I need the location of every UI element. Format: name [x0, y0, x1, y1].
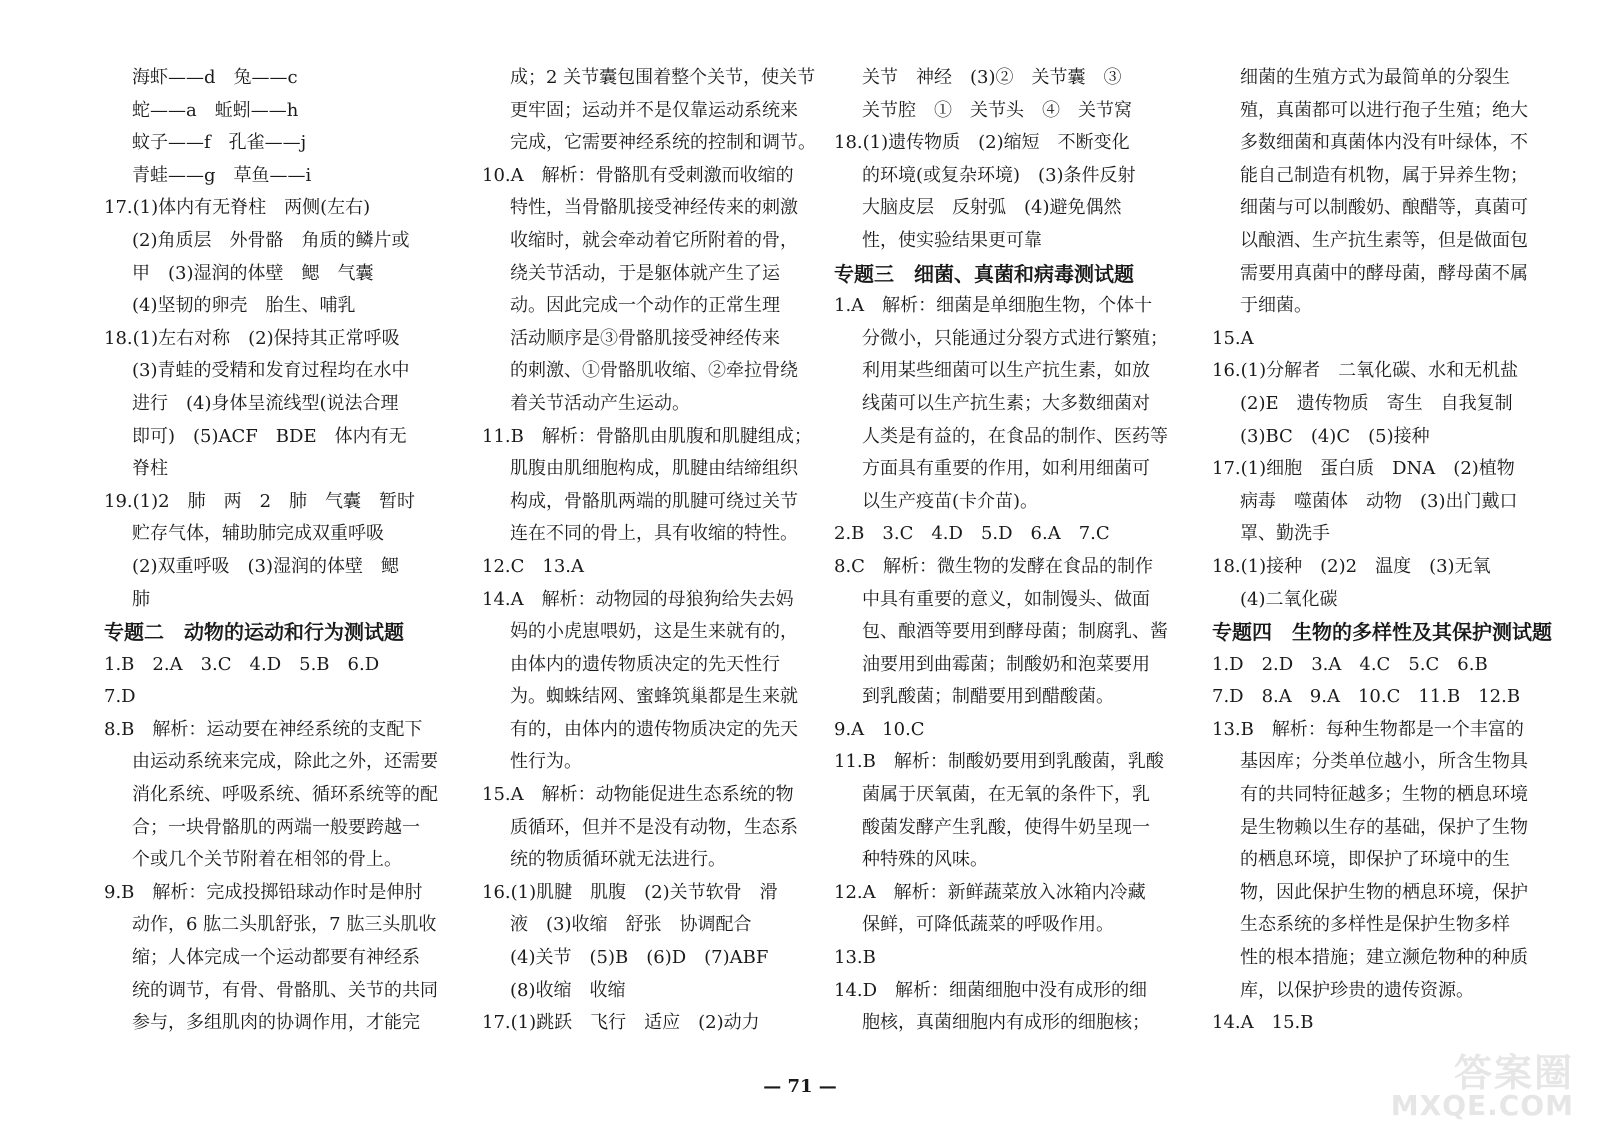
answer-line: 肌腹由肌细胞构成，肌腱由结缔组织: [510, 458, 798, 480]
answer-line: 13.B: [834, 947, 876, 969]
answer-line: 以生产疫苗(卡介苗)。: [862, 490, 1039, 512]
answer-line: 包、酿酒等要用到酵母菌；制腐乳、酱: [862, 621, 1168, 643]
column-3: [834, 62, 1190, 1040]
answer-line: 活动顺序是③骨骼肌接受神经传来: [510, 327, 780, 349]
answer-line: 合；一块骨骼肌的两端一般要跨越一: [132, 816, 420, 838]
answer-line: 人类是有益的，在食品的制作、医药等: [862, 425, 1168, 447]
answer-line: 个或几个关节附着在相邻的骨上。: [132, 849, 402, 871]
section-heading: 专题二 动物的运动和行为测试题: [104, 620, 404, 645]
answer-line: 即可) (5)ACF BDE 体内有无: [132, 425, 407, 447]
answer-line: 为。蜘蛛结网、蜜蜂筑巢都是生来就: [510, 686, 798, 708]
answer-line: 的栖息环境，即保护了环境中的生: [1240, 849, 1510, 871]
answer-line: 生态系统的多样性是保护生物多样: [1240, 914, 1510, 936]
answer-line: 胞核，真菌细胞内有成形的细胞核；: [862, 1012, 1150, 1034]
answer-line: 11.B 解析：骨骼肌由肌腹和肌腱组成；: [482, 425, 812, 447]
answer-line: 15.A: [1212, 327, 1254, 349]
answer-line: 16.(1)肌腱 肌腹 (2)关节软骨 滑: [482, 881, 778, 903]
answer-line: 酸菌发酵产生乳酸，使得牛奶呈现一: [862, 816, 1150, 838]
answer-line: 1.A 解析：细菌是单细胞生物，个体十: [834, 295, 1153, 317]
answer-line: 完成，它需要神经系统的控制和调节。: [510, 132, 816, 154]
answer-line: 9.B 解析：完成投掷铅球动作时是伸肘: [104, 881, 423, 903]
answer-line: 多数细菌和真菌体内没有叶绿体，不: [1240, 132, 1528, 154]
answer-line: 的刺激、①骨骼肌收缩、②牵拉骨绕: [510, 360, 798, 382]
answer-line: 海虾——d 兔——c: [132, 67, 298, 88]
answer-line: 统的物质循环就无法进行。: [510, 849, 726, 871]
answer-line: 性行为。: [510, 751, 582, 773]
watermark-logo: [1340, 1040, 1580, 1126]
answer-line: 14.A 15.B: [1212, 1012, 1314, 1034]
answer-line: 13.B 解析：每种生物都是一个丰富的: [1212, 718, 1524, 740]
answer-line: 1.B 2.A 3.C 4.D 5.B 6.D: [104, 653, 380, 675]
answer-line: 大脑皮层 反射弧 (4)避免偶然: [862, 197, 1122, 219]
answer-line: 17.(1)跳跃 飞行 适应 (2)动力: [482, 1012, 760, 1034]
answer-line: 19.(1)2 肺 两 2 肺 气囊 暂时: [104, 490, 416, 512]
answer-line: 细菌与可以制酸奶、酿醋等，真菌可: [1240, 197, 1528, 219]
answer-line: 关节腔 ① 关节头 ④ 关节窝: [862, 99, 1132, 121]
answer-line: 细菌的生殖方式为最简单的分裂生: [1240, 67, 1510, 88]
answer-line: 蚊子——f 孔雀——j: [132, 132, 307, 154]
answer-line: (4)坚韧的卵壳 胎生、哺乳: [132, 295, 356, 317]
answer-line: (2)角质层 外骨骼 角质的鳞片或: [132, 229, 410, 251]
answer-line: 种特殊的风味。: [862, 849, 988, 871]
column-1: [104, 62, 460, 1040]
answer-line: 中具有重要的意义，如制馒头、做面: [862, 588, 1150, 610]
answer-line: 分微小，只能通过分裂方式进行繁殖；: [862, 327, 1168, 349]
answer-line: 甲 (3)湿润的体壁 鳃 气囊: [132, 262, 374, 284]
answer-line: 14.A 解析：动物园的母狼狗给失去妈: [482, 588, 794, 610]
answer-line: 特性，当骨骼肌接受神经传来的刺激: [510, 197, 798, 219]
answer-line: 肺: [132, 588, 150, 610]
answer-line: 2.B 3.C 4.D 5.D 6.A 7.C: [834, 523, 1110, 545]
answer-line: 1.D 2.D 3.A 4.C 5.C 6.B: [1212, 653, 1488, 675]
answer-line: 妈的小虎崽喂奶，这是生来就有的，: [510, 621, 798, 643]
column-4: [1212, 62, 1568, 1040]
answer-line: 以酿酒、生产抗生素等，但是做面包: [1240, 229, 1528, 251]
answer-line: 8.B 解析：运动要在神经系统的支配下: [104, 718, 423, 740]
answer-line: 保鲜，可降低蔬菜的呼吸作用。: [862, 914, 1114, 936]
answer-line: 连在不同的骨上，具有收缩的特性。: [510, 523, 798, 545]
answer-line: 库，以保护珍贵的遗传资源。: [1240, 979, 1474, 1001]
answer-line: 18.(1)左右对称 (2)保持其正常呼吸: [104, 327, 400, 349]
answer-line: (3)BC (4)C (5)接种: [1240, 425, 1430, 447]
answer-line: 15.A 解析：动物能促进生态系统的物: [482, 784, 794, 806]
answer-line: 菌属于厌氧菌，在无氧的条件下，乳: [862, 784, 1150, 806]
answer-line: 7.D 8.A 9.A 10.C 11.B 12.B: [1212, 686, 1521, 708]
answer-line: 更牢固；运动并不是仅靠运动系统来: [510, 99, 798, 121]
answer-line: 质循环，但并不是没有动物，生态系: [510, 816, 798, 838]
answer-line: (2)双重呼吸 (3)湿润的体壁 鳃: [132, 555, 399, 577]
watermark-bottom-text: MXQE.COM: [1390, 1089, 1574, 1122]
answer-line: 着关节活动产生运动。: [510, 392, 690, 414]
answer-line: 油要用到曲霉菌；制酸奶和泡菜要用: [862, 653, 1150, 675]
answer-line: 病毒 噬菌体 动物 (3)出门戴口: [1240, 490, 1518, 512]
answer-line: 动作，6 肱二头肌舒张，7 肱三头肌收: [132, 914, 437, 936]
answer-line: 贮存气体，辅助肺完成双重呼吸: [132, 523, 384, 545]
answer-line: 的环境(或复杂环境) (3)条件反射: [862, 164, 1136, 186]
answer-line: (2)E 遗传物质 寄生 自我复制: [1240, 392, 1513, 414]
answer-line: (3)青蛙的受精和发育过程均在水中: [132, 360, 410, 382]
answer-line: 物，因此保护生物的栖息环境，保护: [1240, 881, 1528, 903]
section-heading: 专题三 细菌、真菌和病毒测试题: [834, 261, 1134, 286]
watermark-top-text: 答案圈: [1453, 1051, 1574, 1095]
answer-line: 罩、勤洗手: [1240, 523, 1330, 545]
answer-line: 统的调节，有骨、骨骼肌、关节的共同: [132, 979, 438, 1001]
answer-line: 缩；人体完成一个运动都要有神经系: [132, 947, 420, 969]
answer-line: 性，使实验结果更可靠: [862, 229, 1042, 251]
answer-line: 利用某些细菌可以生产抗生素，如放: [862, 360, 1150, 382]
answer-line: 液 (3)收缩 舒张 协调配合: [510, 914, 752, 936]
answer-line: 于细菌。: [1240, 295, 1312, 317]
answer-line: 蛇——a 蚯蚓——h: [132, 99, 299, 121]
page-number: — 71 —: [763, 1076, 837, 1097]
answer-line: 需要用真菌中的酵母菌，酵母菌不属: [1240, 262, 1528, 284]
answer-line: 12.C 13.A: [482, 555, 585, 577]
section-heading: 专题四 生物的多样性及其保护测试题: [1212, 620, 1552, 645]
answer-line: 关节 神经 (3)② 关节囊 ③: [862, 67, 1122, 88]
answer-line: 由体内的遗传物质决定的先天性行: [510, 653, 780, 675]
answer-line: 10.A 解析：骨骼肌有受刺激而收缩的: [482, 164, 794, 186]
column-2: [482, 62, 838, 1040]
answer-line: 性的根本措施；建立濒危物种的种质: [1240, 947, 1528, 969]
answer-line: 脊柱: [132, 458, 168, 480]
answer-line: 11.B 解析：制酸奶要用到乳酸菌，乳酸: [834, 751, 1164, 773]
answer-line: 7.D: [104, 686, 136, 708]
answer-line: 参与，多组肌肉的协调作用，才能完: [132, 1012, 420, 1034]
answer-line: 18.(1)遗传物质 (2)缩短 不断变化: [834, 132, 1130, 154]
answer-line: 线菌可以生产抗生素；大多数细菌对: [862, 392, 1150, 414]
answer-line: 到乳酸菌；制醋要用到醋酸菌。: [862, 686, 1114, 708]
answer-line: 能自己制造有机物，属于异养生物；: [1240, 164, 1528, 186]
answer-line: 收缩时，就会牵动着它所附着的骨，: [510, 229, 798, 251]
answer-line: 12.A 解析：新鲜蔬菜放入冰箱内冷藏: [834, 881, 1146, 903]
answer-line: 青蛙——g 草鱼——i: [132, 164, 312, 186]
answer-line: 16.(1)分解者 二氧化碳、水和无机盐: [1212, 360, 1519, 382]
answer-line: 17.(1)体内有无脊柱 两侧(左右): [104, 197, 371, 219]
answer-line: 成；2 关节囊包围着整个关节，使关节: [510, 67, 816, 88]
answer-line: 动。因此完成一个动作的正常生理: [510, 295, 780, 317]
answer-line: 基因库；分类单位越小，所含生物具: [1240, 751, 1528, 773]
answer-line: 由运动系统来完成，除此之外，还需要: [132, 751, 438, 773]
answer-line: 14.D 解析：细菌细胞中没有成形的细: [834, 979, 1148, 1001]
answer-line: (4)二氧化碳: [1240, 588, 1338, 610]
answer-line: 绕关节活动，于是躯体就产生了运: [510, 262, 780, 284]
answer-line: 17.(1)细胞 蛋白质 DNA (2)植物: [1212, 458, 1515, 480]
answer-line: 8.C 解析：微生物的发酵在食品的制作: [834, 555, 1153, 577]
answer-line: 消化系统、呼吸系统、循环系统等的配: [132, 784, 438, 806]
answer-line: 有的，由体内的遗传物质决定的先天: [510, 718, 798, 740]
answer-line: 18.(1)接种 (2)2 温度 (3)无氧: [1212, 555, 1491, 577]
answer-line: 殖，真菌都可以进行孢子生殖；绝大: [1240, 99, 1528, 121]
answer-line: (4)关节 (5)B (6)D (7)ABF: [510, 947, 769, 969]
answer-line: 方面具有重要的作用，如利用细菌可: [862, 458, 1150, 480]
answer-line: 是生物赖以生存的基础，保护了生物: [1240, 816, 1528, 838]
answer-line: (8)收缩 收缩: [510, 979, 626, 1001]
answer-line: 构成，骨骼肌两端的肌腱可绕过关节: [510, 490, 798, 512]
answer-line: 9.A 10.C: [834, 718, 925, 740]
answer-line: 有的共同特征越多；生物的栖息环境: [1240, 784, 1528, 806]
answer-line: 进行 (4)身体呈流线型(说法合理: [132, 392, 399, 414]
